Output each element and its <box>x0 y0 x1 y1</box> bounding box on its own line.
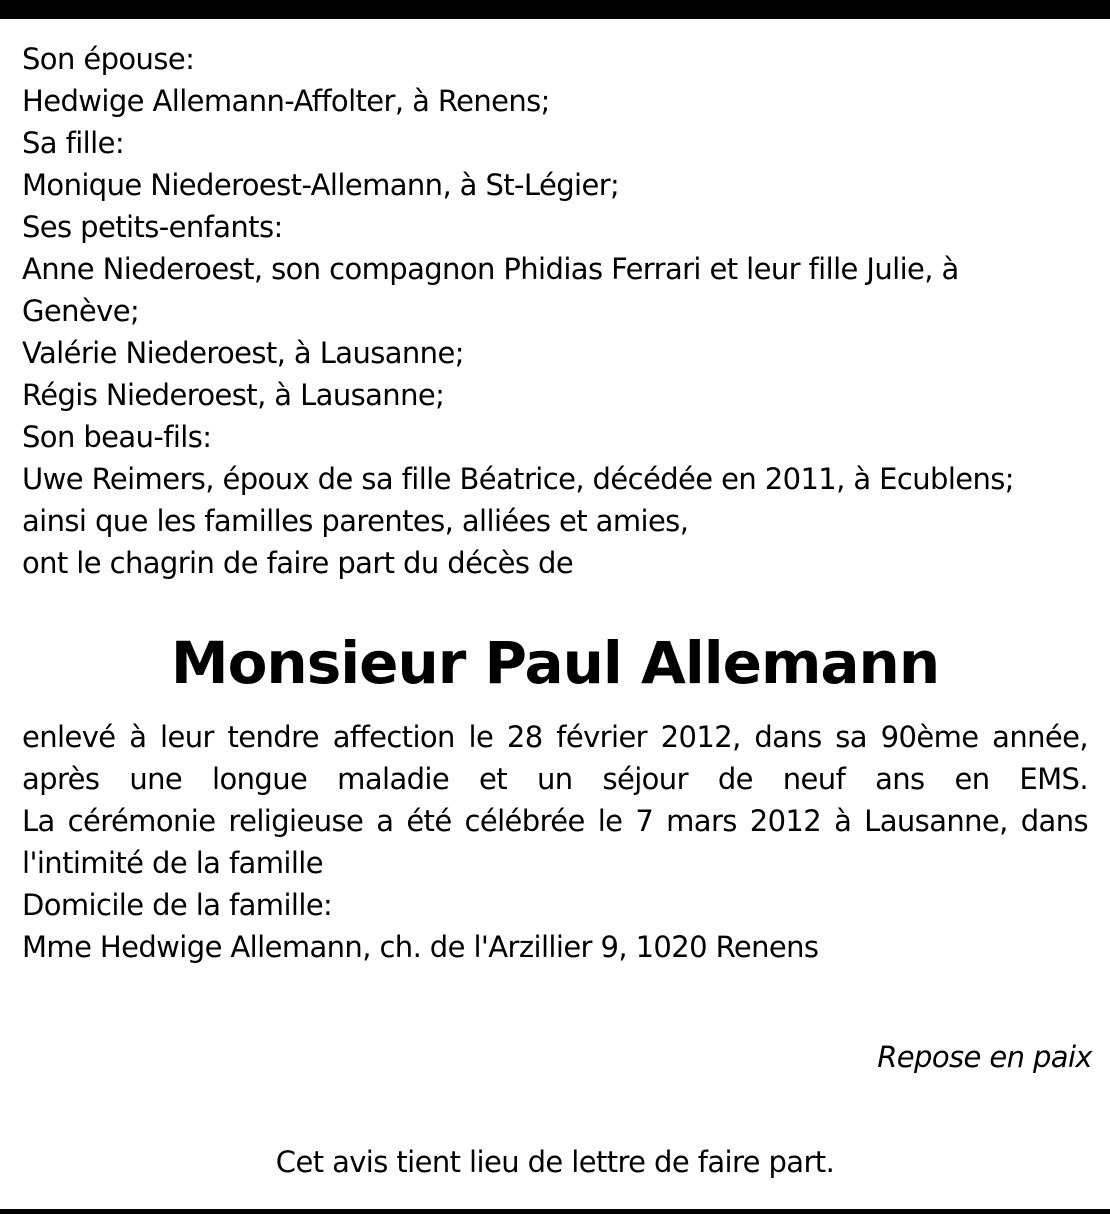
family-line: Hedwige Allemann-Affolter, à Renens; <box>22 84 550 118</box>
family-line: Monique Niederoest-Allemann, à St-Légier; <box>22 168 620 202</box>
family-line: Anne Niederoest, son compagnon Phidias Ferrari et leur fille Julie, à <box>22 252 959 286</box>
deceased-name: Monsieur Paul Allemann <box>170 629 940 697</box>
details-line: enlevé à leur tendre affection le 28 février 2012, dans sa 90ème année, <box>22 720 1088 754</box>
family-line: Uwe Reimers, époux de sa fille Béatrice, décédée en 2011, à Ecublens; <box>22 462 1014 496</box>
family-line: ainsi que les familles parentes, alliées et amies, <box>22 504 689 538</box>
details-line: après une longue maladie et un séjour de neuf ans en EMS. <box>22 762 1088 796</box>
closing-phrase: Repose en paix <box>877 1040 1092 1074</box>
details-line: l'intimité de la famille <box>22 846 323 880</box>
details-line: Mme Hedwige Allemann, ch. de l'Arzillier 9, 1020 Renens <box>22 930 819 964</box>
footer-note: Cet avis tient lieu de lettre de faire part. <box>275 1145 835 1179</box>
family-line: Son beau-fils: <box>22 420 212 454</box>
family-line: Régis Niederoest, à Lausanne; <box>22 378 445 412</box>
details-line: La cérémonie religieuse a été célébrée le 7 mars 2012 à Lausanne, dans <box>22 804 1088 838</box>
family-line: Sa fille: <box>22 126 124 160</box>
family-line: Son épouse: <box>22 42 195 76</box>
family-line: ont le chagrin de faire part du décès de <box>22 546 574 580</box>
bottom-border-rule <box>0 1209 1110 1214</box>
details-line: Domicile de la famille: <box>22 888 333 922</box>
family-line: Ses petits-enfants: <box>22 210 283 244</box>
family-line: Genève; <box>22 294 140 328</box>
family-line: Valérie Niederoest, à Lausanne; <box>22 336 464 370</box>
